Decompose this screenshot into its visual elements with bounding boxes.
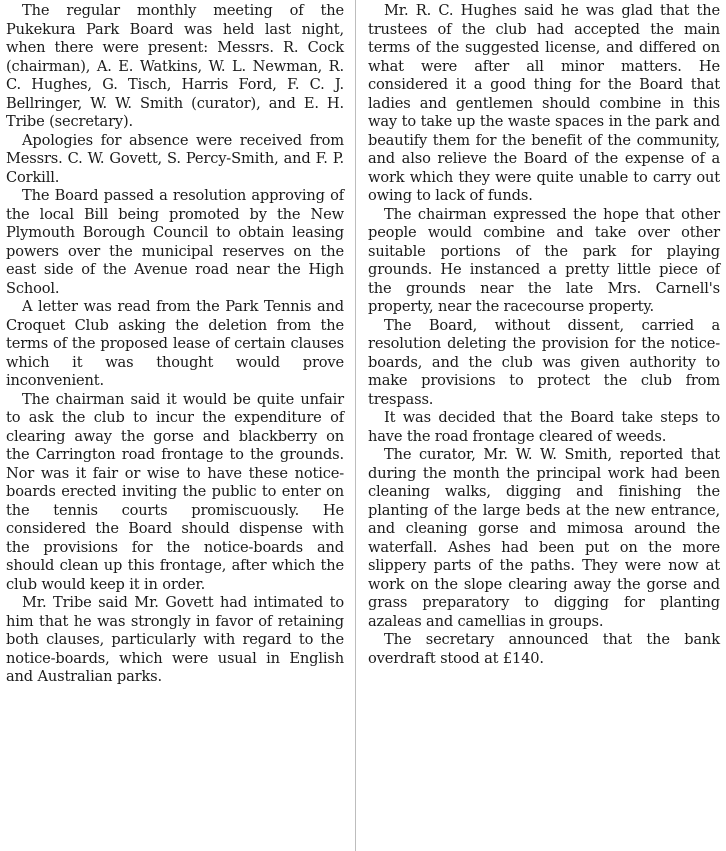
paragraph-hughes-remarks: Mr. R. C. Hughes said he was glad that the trustees of the club had accepted the main terms of the suggested license, and differed on what were after all minor matters. He considered it a good thing for the Board that ladies and gentlemen should combine in this way to take up the waste spaces in the park and beautify them for the benefit of the community, and also relieve the Board of the expense of a work which they were quite unable to carry out owing to lack of funds.: [368, 2, 720, 204]
paragraph-road-frontage: It was decided that the Board take steps to have the road frontage cleared of weeds.: [368, 409, 720, 445]
left-column: [6, 2, 344, 687]
paragraph-resolution-bill: The Board passed a resolution approving of the local Bill being promoted by the New Plymouth Borough Council to obtain leasing powers over the municipal reserves on the east side of the Avenue road near the High School.: [6, 187, 344, 297]
paragraph-bank-overdraft: The secretary announced that the bank overdraft stood at £140.: [368, 631, 720, 667]
paragraph-board-resolution: The Board, without dissent, carried a resolution deleting the provision for the notice-boards, and the club was given authority to make provisions to protect the club from trespass.: [368, 316, 720, 408]
paragraph-chairman-remarks: The chairman said it would be quite unfair to ask the club to incur the expenditure of clearing away the gorse and blackberry on the Carrington road frontage to the grounds. Nor was it fair or wise to have these notice-boards erected inviting the public to enter on the tennis courts promiscuously. He considered the Board should dispense with the provisions for the notice-boards and should clean up this frontage, after which the club would keep it in order.: [6, 390, 344, 593]
paragraph-chairman-hope: The chairman expressed the hope that other people would combine and take over other suitable portions of the park for playing grounds. He instanced a pretty little piece of the grounds near the late Mrs. Carnell's property, near the racecourse property.: [368, 205, 720, 315]
paragraph-tribe-remarks: Mr. Tribe said Mr. Govett had intimated to him that he was strongly in favor of retaining both clauses, particularly with regard to the notice-boards, which were usual in English and Australian parks.: [6, 594, 344, 685]
column-divider: [355, 0, 356, 851]
right-column: [368, 2, 720, 668]
paragraph-meeting-attendance: The regular monthly meeting of the Pukekura Park Board was held last night, when there were present: Messrs. R. Cock (chairman), A. E. Watkins, W. L. Newman, R. C. Hughes, G. Tisch, Harris Ford, F. C. J. Bellringer, W. W. Smith (curator), and E. H. Tribe (secretary).: [6, 2, 344, 130]
paragraph-tennis-club-letter: A letter was read from the Park Tennis and Croquet Club asking the deletion from the terms of the proposed lease of certain clauses which it was thought would prove inconvenient.: [6, 298, 344, 389]
paragraph-curator-report: The curator, Mr. W. W. Smith, reported that during the month the principal work had been cleaning walks, digging and finishing the planting of the large beds at the new entrance, and cleaning gorse and mimosa around the waterfall. Ashes had been put on the more slippery parts of the paths. They were now at work on the slope clearing away the gorse and grass preparatory to digging for planting azaleas and camellias in groups.: [368, 446, 720, 630]
paragraph-apologies: Apologies for absence were received from Messrs. C. W. Govett, S. Percy-Smith, and F. P. Corkill.: [6, 131, 344, 186]
